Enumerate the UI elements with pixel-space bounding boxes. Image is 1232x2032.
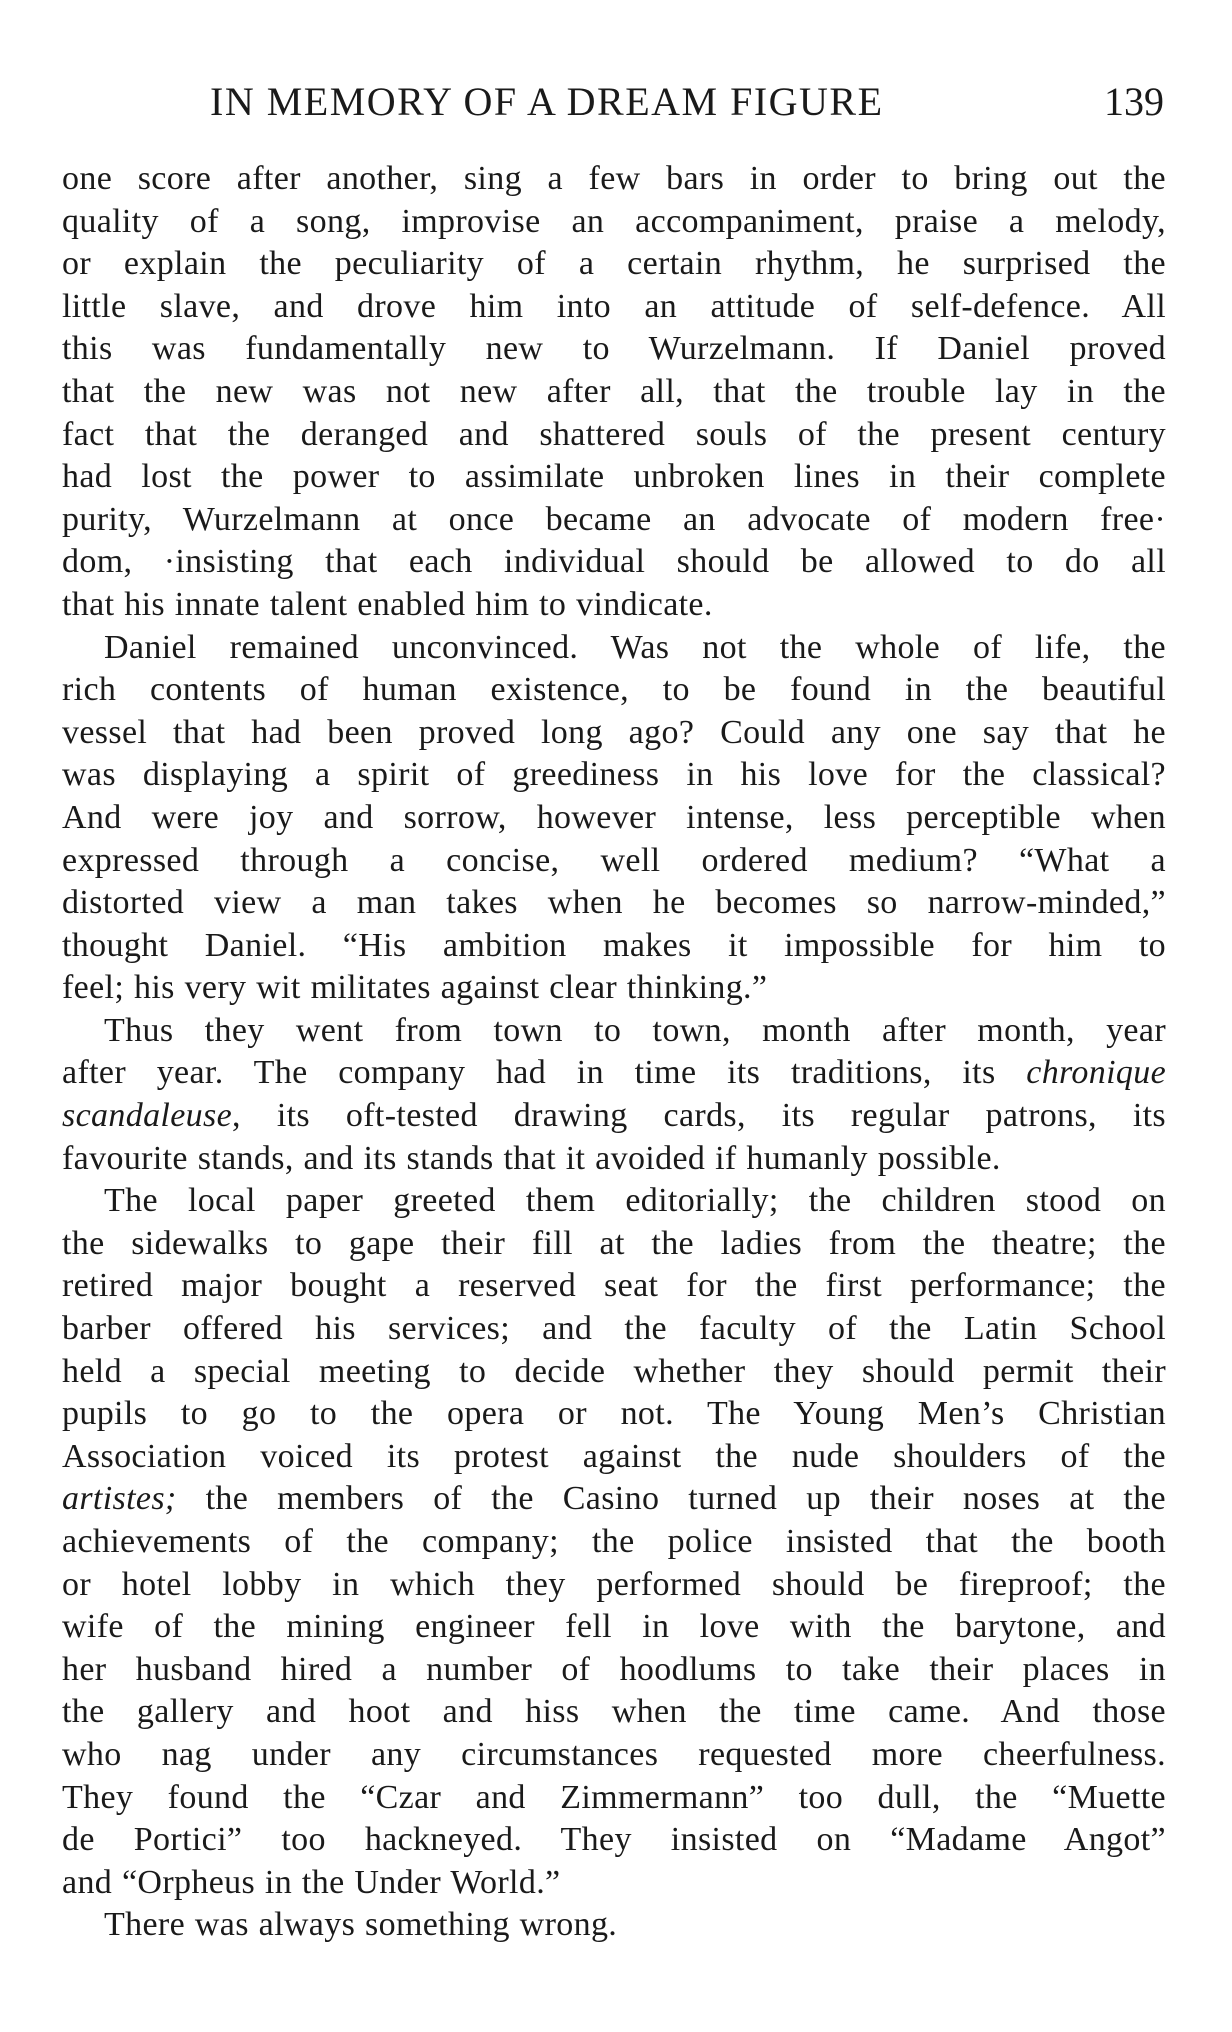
paragraph-end-line: favourite stands, and its stands that it avoided if humanly possible.	[62, 1139, 1001, 1177]
text-line: fact that the deranged and shattered souls of the present century	[62, 415, 1166, 453]
text-line: quality of a song, improvise an accompaniment, praise a melody,	[62, 202, 1166, 240]
text-line: or hotel lobby in which they performed should be fireproof; the	[62, 1565, 1166, 1603]
italic-term: artistes;	[62, 1480, 177, 1518]
running-title: IN MEMORY OF A DREAM FIGURE	[210, 79, 884, 124]
text-line: that the new was not new after all, that the trouble lay in the	[62, 372, 1166, 410]
text-line: barber offered his services; and the faculty of the Latin School	[62, 1310, 1166, 1348]
text-line	[62, 1478, 1166, 1521]
text-line: Association voiced its protest against the nude shoulders of the	[62, 1437, 1166, 1475]
text-segment: the members of the Casino turned up their noses at the	[176, 1480, 1166, 1518]
paragraph-end-line: and “Orpheus in the Under World.”	[62, 1863, 561, 1901]
italic-term: scandaleuse	[62, 1097, 233, 1135]
text-line: thought Daniel. “His ambition makes it impossible for him to	[62, 926, 1166, 964]
text-line: had lost the power to assimilate unbroken lines in their complete	[62, 458, 1166, 496]
text-line: rich contents of human existence, to be found in the beautiful	[62, 671, 1166, 709]
text-line	[62, 1095, 1166, 1138]
text-line: this was fundamentally new to Wurzelmann. If Daniel proved	[62, 330, 1166, 368]
text-line: little slave, and drove him into an attitude of self-defence. All	[62, 287, 1166, 325]
text-line: wife of the mining engineer fell in love with the barytone, and	[62, 1608, 1166, 1646]
text-line: purity, Wurzelmann at once became an advocate of modern free·	[62, 500, 1166, 538]
page-number: 139	[1104, 79, 1164, 124]
text-line: who nag under any circumstances requested more cheerfulness.	[62, 1735, 1166, 1773]
text-line: pupils to go to the opera or not. The Young Men’s Christian	[62, 1395, 1166, 1433]
text-line: expressed through a concise, well ordered medium? “What a	[62, 841, 1166, 879]
text-segment: after year. The company had in time its traditions, its	[62, 1054, 996, 1092]
text-line: the gallery and hoot and hiss when the time came. And those	[62, 1693, 1166, 1731]
paragraph-start-line: Thus they went from town to town, month after month, year	[104, 1011, 1166, 1049]
text-line: or explain the peculiarity of a certain rhythm, he surprised the	[62, 245, 1166, 283]
paragraph-end-line: feel; his very wit militates against clear thinking.”	[62, 969, 768, 1007]
text-line: retired major bought a reserved seat for the first performance; the	[62, 1267, 1166, 1305]
paragraph-end-line: that his innate talent enabled him to vindicate.	[62, 585, 713, 623]
italic-term: chronique	[1026, 1054, 1167, 1092]
text-segment: , its oft-tested drawing cards, its regular patrons, its	[232, 1097, 1166, 1135]
body-text	[62, 158, 1166, 1947]
running-head	[64, 72, 1164, 132]
text-line: the sidewalks to gape their fill at the ladies from the theatre; the	[62, 1224, 1166, 1262]
paragraph-start-line: The local paper greeted them editorially; the children stood on	[104, 1182, 1166, 1220]
text-line	[62, 1052, 1166, 1095]
text-line: They found the “Czar and Zimmermann” too dull, the “Muette	[62, 1778, 1166, 1816]
paragraph-start-line: There was always something wrong.	[104, 1906, 618, 1944]
text-line: achievements of the company; the police insisted that the booth	[62, 1523, 1166, 1560]
text-line: her husband hired a number of hoodlums to take their places in	[62, 1650, 1166, 1688]
text-line: held a special meeting to decide whether they should permit their	[62, 1352, 1166, 1390]
paragraph-start-line: Daniel remained unconvinced. Was not the whole of life, the	[104, 628, 1166, 666]
text-line: And were joy and sorrow, however intense, less perceptible when	[62, 798, 1166, 836]
text-line: one score after another, sing a few bars in order to bring out the	[62, 160, 1166, 197]
text-line: distorted view a man takes when he becomes so narrow-minded,”	[62, 884, 1166, 922]
text-line: dom, ·insisting that each individual should be allowed to do all	[62, 543, 1166, 581]
text-line: vessel that had been proved long ago? Could any one say that he	[62, 713, 1166, 751]
text-line: was displaying a spirit of greediness in his love for the classical?	[62, 756, 1166, 794]
text-line: de Portici” too hackneyed. They insisted on “Madame Angot”	[62, 1821, 1166, 1859]
